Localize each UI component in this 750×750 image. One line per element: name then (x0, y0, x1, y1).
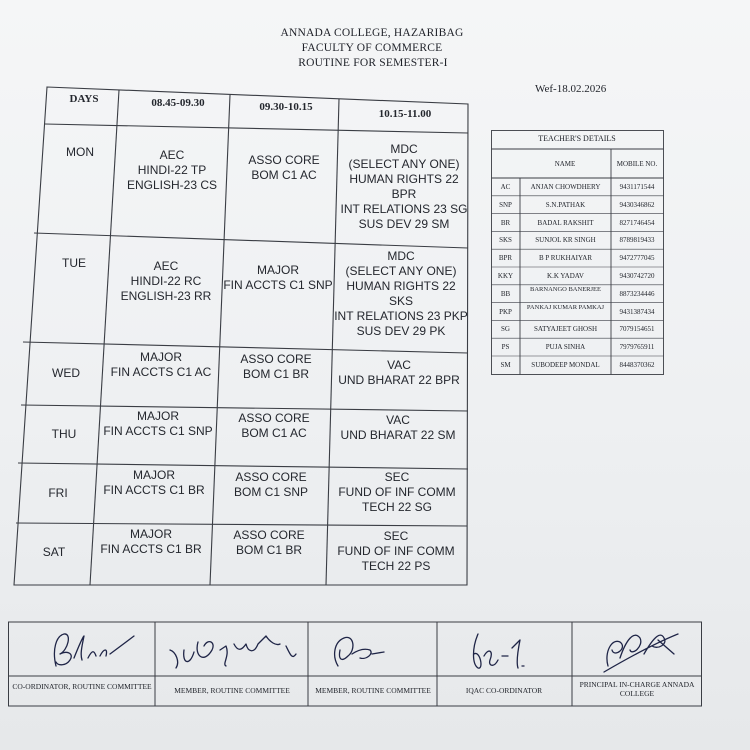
teacher-mobile: 8448370362 (619, 361, 655, 369)
wed-slot-1: MAJOR FIN ACCTS C1 AC (110, 350, 212, 379)
signature-label-iqac: IQAC CO-ORDINATOR (465, 686, 543, 695)
signature-label-principal: PRINCIPAL IN-CHARGE ANNADA COLLEGE (579, 680, 695, 698)
tue-slot-2: MAJOR FIN ACCTS C1 SNP (223, 263, 333, 292)
fri-slot-2: ASSO CORE BOM C1 SNP (233, 470, 308, 499)
teacher-mobile: 8789819433 (619, 236, 655, 245)
effective-date: Wef-18.02.2026 (535, 83, 607, 95)
signature-label-coordinator: CO-ORDINATOR, ROUTINE COMMITTEE (12, 682, 152, 691)
signature-section (8, 620, 705, 708)
teacher-mobile: 9431387434 (619, 307, 655, 316)
teacher-mobile: 9430742720 (619, 272, 655, 280)
header-days: DAYS (69, 93, 99, 105)
day-sat: SAT (42, 545, 66, 559)
teachers-col-mobile: MOBILE NO. (616, 160, 658, 168)
teachers-title: TEACHER'S DETAILS (538, 134, 616, 143)
day-mon: MON (66, 145, 94, 159)
signature-member-2 (335, 637, 384, 666)
teacher-code: BPR (498, 254, 513, 263)
teacher-code: PKP (499, 307, 512, 316)
teacher-mobile: 9430346862 (619, 200, 655, 209)
teacher-name: SUBODEEP MONDAL (531, 361, 600, 369)
teacher-mobile: 9431171544 (619, 183, 655, 191)
mon-slot-1: AEC HINDI-22 TP ENGLISH-23 CS (126, 148, 218, 192)
signature-principal (604, 634, 678, 672)
day-tue: TUE (62, 256, 86, 270)
teacher-name: BADAL RAKSHIT (537, 218, 594, 227)
day-thu: THU (51, 427, 77, 441)
wed-slot-2: ASSO CORE BOM C1 BR (240, 352, 312, 381)
teacher-name: ANJAN CHOWDHERY (530, 183, 601, 191)
teacher-code: KKY (497, 272, 514, 280)
wed-slot-3: VAC UND BHARAT 22 BPR (338, 358, 460, 387)
teacher-code: PS (501, 343, 510, 352)
teacher-mobile: 7979765911 (619, 343, 655, 352)
faculty-name: FACULTY OF COMMERCE (301, 42, 443, 54)
thu-slot-2: ASSO CORE BOM C1 AC (238, 411, 310, 440)
teachers-col-name: NAME (554, 160, 576, 168)
sat-slot-1: MAJOR FIN ACCTS C1 BR (100, 527, 202, 556)
mon-slot-3: MDC (SELECT ANY ONE) HUMAN RIGHTS 22 BPR INT RELATIONS 23 SG SUS DEV 29 SM (340, 142, 468, 231)
teacher-code: SM (500, 361, 511, 369)
teacher-code: BB (500, 289, 511, 298)
sat-slot-3: SEC FUND OF INF COMM TECH 22 PS (337, 529, 455, 573)
mon-slot-2: ASSO CORE BOM C1 AC (248, 153, 320, 182)
signature-label-member-1: MEMBER, ROUTINE COMMITTEE (174, 686, 290, 695)
teacher-mobile: 8873234446 (619, 289, 655, 298)
teacher-code: SG (501, 325, 510, 334)
header-slot-1: 08.45-09.30 (151, 97, 205, 109)
header-slot-3: 10.15-11.00 (378, 108, 432, 120)
teacher-name: PUJA SINHA (545, 343, 586, 352)
day-wed: WED (52, 366, 80, 380)
signature-coordinator (54, 634, 134, 666)
routine-title: ROUTINE FOR SEMESTER-I (298, 57, 448, 69)
thu-slot-1: MAJOR FIN ACCTS C1 SNP (103, 409, 213, 438)
teacher-code: AC (500, 183, 511, 191)
teacher-name: PANKAJ KUMAR PAMKAJ (526, 303, 605, 311)
teacher-name: S.N.PATHAK (545, 200, 586, 209)
teacher-name: K.K YADAV (547, 272, 584, 280)
signature-label-member-2: MEMBER, ROUTINE COMMITTEE (315, 686, 431, 695)
fri-slot-1: MAJOR FIN ACCTS C1 BR (103, 468, 205, 497)
teacher-name: SUNJOL KR SINGH (535, 236, 596, 245)
header-slot-2: 09.30-10.15 (259, 101, 313, 113)
college-name: ANNADA COLLEGE, HAZARIBAG (280, 27, 464, 39)
signature-iqac (474, 634, 525, 668)
tue-slot-1: AEC HINDI-22 RC ENGLISH-23 RR (120, 259, 212, 303)
fri-slot-3: SEC FUND OF INF COMM TECH 22 SG (338, 470, 456, 514)
teacher-mobile: 8271746454 (619, 218, 655, 227)
teacher-name: B P RUKHAIYAR (538, 254, 593, 263)
teachers-table (490, 130, 666, 376)
teacher-mobile: 9472777045 (619, 254, 655, 263)
thu-slot-3: VAC UND BHARAT 22 SM (340, 413, 456, 442)
sat-slot-2: ASSO CORE BOM C1 BR (233, 528, 305, 557)
tue-slot-3: MDC (SELECT ANY ONE) HUMAN RIGHTS 22 SKS INT RELATIONS 23 PKP SUS DEV 29 PK (334, 249, 468, 338)
teacher-code: BR (500, 218, 511, 227)
routine-table (12, 86, 472, 586)
day-fri: FRI (48, 486, 68, 500)
teacher-name: BARNANGO BANERJEE (530, 285, 601, 293)
teacher-code: SNP (499, 200, 512, 209)
teacher-name: SATYAJEET GHOSH (533, 325, 598, 334)
teacher-mobile: 7079154651 (619, 325, 655, 334)
signature-member-1 (170, 636, 296, 668)
teacher-code: SKS (499, 236, 512, 245)
